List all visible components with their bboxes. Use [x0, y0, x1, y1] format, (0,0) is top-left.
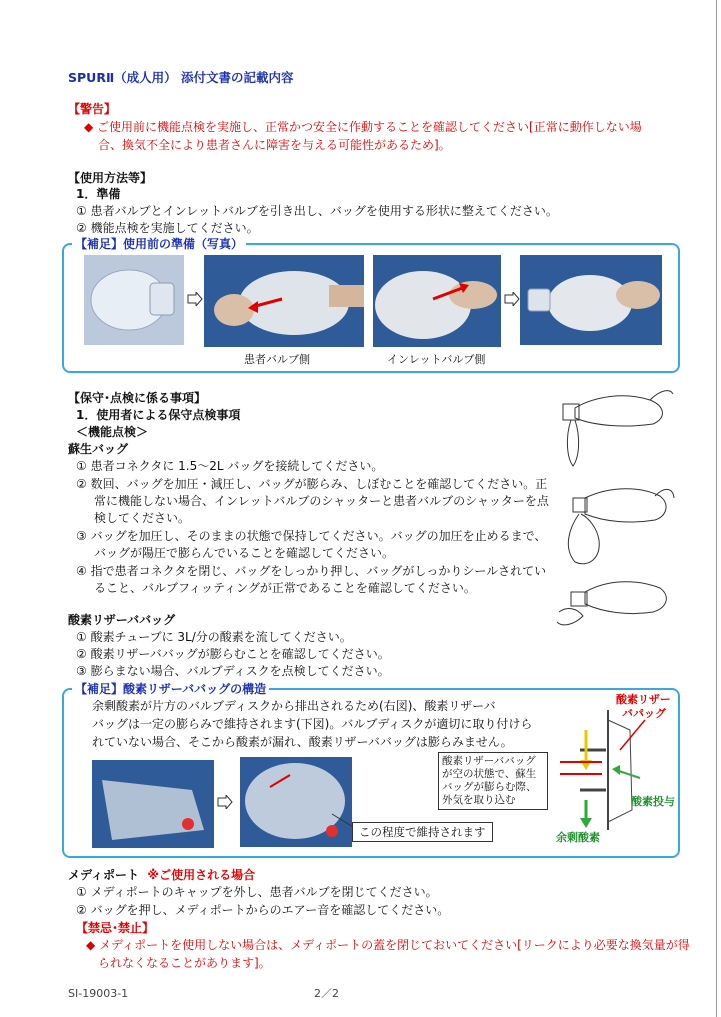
photo-bag-ready: [520, 255, 662, 345]
usage-heading: 【使用方法等】: [68, 171, 153, 185]
oxygen-heading: 酸素リザーババッグ: [68, 613, 176, 627]
illustration-bag-seal: [555, 572, 675, 634]
diagram-note-box: [438, 752, 548, 810]
warning-heading: 【警告】: [68, 102, 117, 116]
prohibition-heading: 【禁忌･禁止】: [76, 921, 155, 935]
bag-item-2-line-3: 検してください。: [94, 511, 191, 525]
arrow-right-icon: [504, 292, 520, 306]
bag-item-4-line-1: ④ 指で患者コネクタを閉じ、バッグをしっかり押し、バッグがしっかりシールされてい: [76, 564, 547, 578]
photo-reservoir-inflated: [240, 757, 352, 847]
diagram-label-excess-oxygen: 余剰酸素: [556, 831, 600, 844]
diagram-note-line-3: バッグが膨らむ際、: [442, 781, 537, 793]
page-edge: [716, 0, 717, 1017]
warning-line-2: 合、換気不全により患者さんに障害を与える可能性があるため]。: [98, 138, 451, 152]
oxygen-item-3: ③ 膨らまない場合、バルブディスクを点検してください。: [76, 664, 390, 678]
prohibition-line-2: られなくなることがあります]。: [98, 956, 271, 970]
arrow-right-icon: [217, 795, 233, 809]
document-title: SPURⅡ（成人用） 添付文書の記載内容: [68, 70, 294, 85]
reservoir-text-line-1: 余剰酸素が片方のバルブディスクから排出されるため(右図)、酸素リザーバ: [92, 699, 496, 713]
photo-reservoir-empty: [92, 760, 214, 848]
footer-page-number: 2／2: [314, 987, 339, 1000]
caption-patient-valve: 患者バルブ側: [244, 353, 310, 366]
bag-item-3-line-2: バッグが陽圧で膨らんでいることを確認してください。: [94, 546, 395, 560]
supplement-label-reservoir: 【補足】酸素リザーババッグの構造: [72, 682, 269, 696]
footer-document-code: SI-19003-1: [68, 987, 129, 1000]
diagram-label-oxygen-in: 酸素投与: [631, 795, 675, 808]
photo-patient-valve-pull: [204, 255, 364, 347]
diagram-label-reservoir-1: 酸素リザー: [616, 693, 671, 706]
mediport-heading: [68, 867, 255, 883]
caption-inlet-valve: インレットバルブ側: [387, 353, 486, 366]
illustration-bag-compress: [555, 478, 675, 570]
oxygen-item-2: ② 酸素リザーババッグが膨らむことを確認してください。: [76, 647, 390, 661]
function-check-heading: ＜機能点検＞: [76, 425, 149, 439]
oxygen-item-1: ① 酸素チューブに 3L/分の酸素を流してください。: [76, 630, 352, 644]
supplement-label-preparation: 【補足】使用前の準備（写真）: [72, 237, 246, 251]
bag-item-3-line-1: ③ バッグを加圧し、そのままの状態で保持してください。バッグの加圧を止めるまで、: [76, 529, 547, 543]
reservoir-text-line-2: バッグは一定の膨らみで維持されます(下図)。バルブディスクが適切に取り付けら: [92, 717, 533, 731]
arrow-right-icon: [187, 292, 203, 306]
bag-item-4-line-2: ること、バルブフィッティングが正常であることを確認してください。: [94, 581, 476, 595]
diagram-note-line-2: が空の状態で、蘇生: [442, 768, 537, 780]
bag-item-2-line-1: ② 数回、バッグを加圧・減圧し、バッグが膨らみ、しぼむことを確認してください。正: [76, 477, 548, 491]
diagram-note-line-4: 外気を取り込む: [442, 794, 516, 806]
mediport-item-1: ① メディポートのキャップを外し、患者バルブを閉じてください。: [76, 885, 438, 899]
mediport-item-2: ② バッグを押し、メディポートからのエアー音を確認してください。: [76, 903, 450, 917]
diagram-label-reservoir-2: バパッグ: [622, 707, 666, 720]
diagram-note-line-1: 酸素リザーババッグ: [442, 755, 536, 767]
maintenance-subheading: 1．使用者による保守点検事項: [76, 408, 241, 422]
photo-folded-bag: [84, 255, 184, 345]
illustration-bag-connect: [555, 378, 675, 470]
usage-item-1: ① 患者バルブとインレットバルブを引き出し、バッグを使用する形状に整えてください。: [76, 204, 558, 218]
warning-line-1: ◆ ご使用前に機能点検を実施し、正常かつ安全に作動することを確認してください[正常に動作しない場: [84, 120, 642, 134]
bag-item-1: ① 患者コネクタに 1.5～2L バッグを接続してください。: [76, 459, 384, 473]
bag-heading: 蘇生バッグ: [68, 442, 129, 456]
mediport-heading-text: メディポート: [68, 868, 140, 882]
usage-item-2: ② 機能点検を実施してください。: [76, 221, 259, 235]
mediport-note: ※ご使用される場合: [147, 868, 256, 882]
usage-subheading: 1．準備: [76, 187, 121, 201]
photo-inlet-valve-pull: [373, 255, 501, 347]
bag-item-2-line-2: 常に機能しない場合、インレットバルブのシャッターと患者バルブのシャッターを点: [94, 494, 549, 508]
callout-maintained: この程度で維持されます: [352, 822, 493, 842]
maintenance-heading: 【保守･点検に係る事項】: [68, 391, 207, 405]
prohibition-line-1: ◆ メディポートを使用しない場合は、メディポートの蓋を閉じておいてください[リークにより必要な換気量が得: [86, 938, 690, 952]
reservoir-text-line-3: れていない場合、そこから酸素が漏れ、酸素リザーババッグは膨らみません。: [92, 735, 513, 749]
